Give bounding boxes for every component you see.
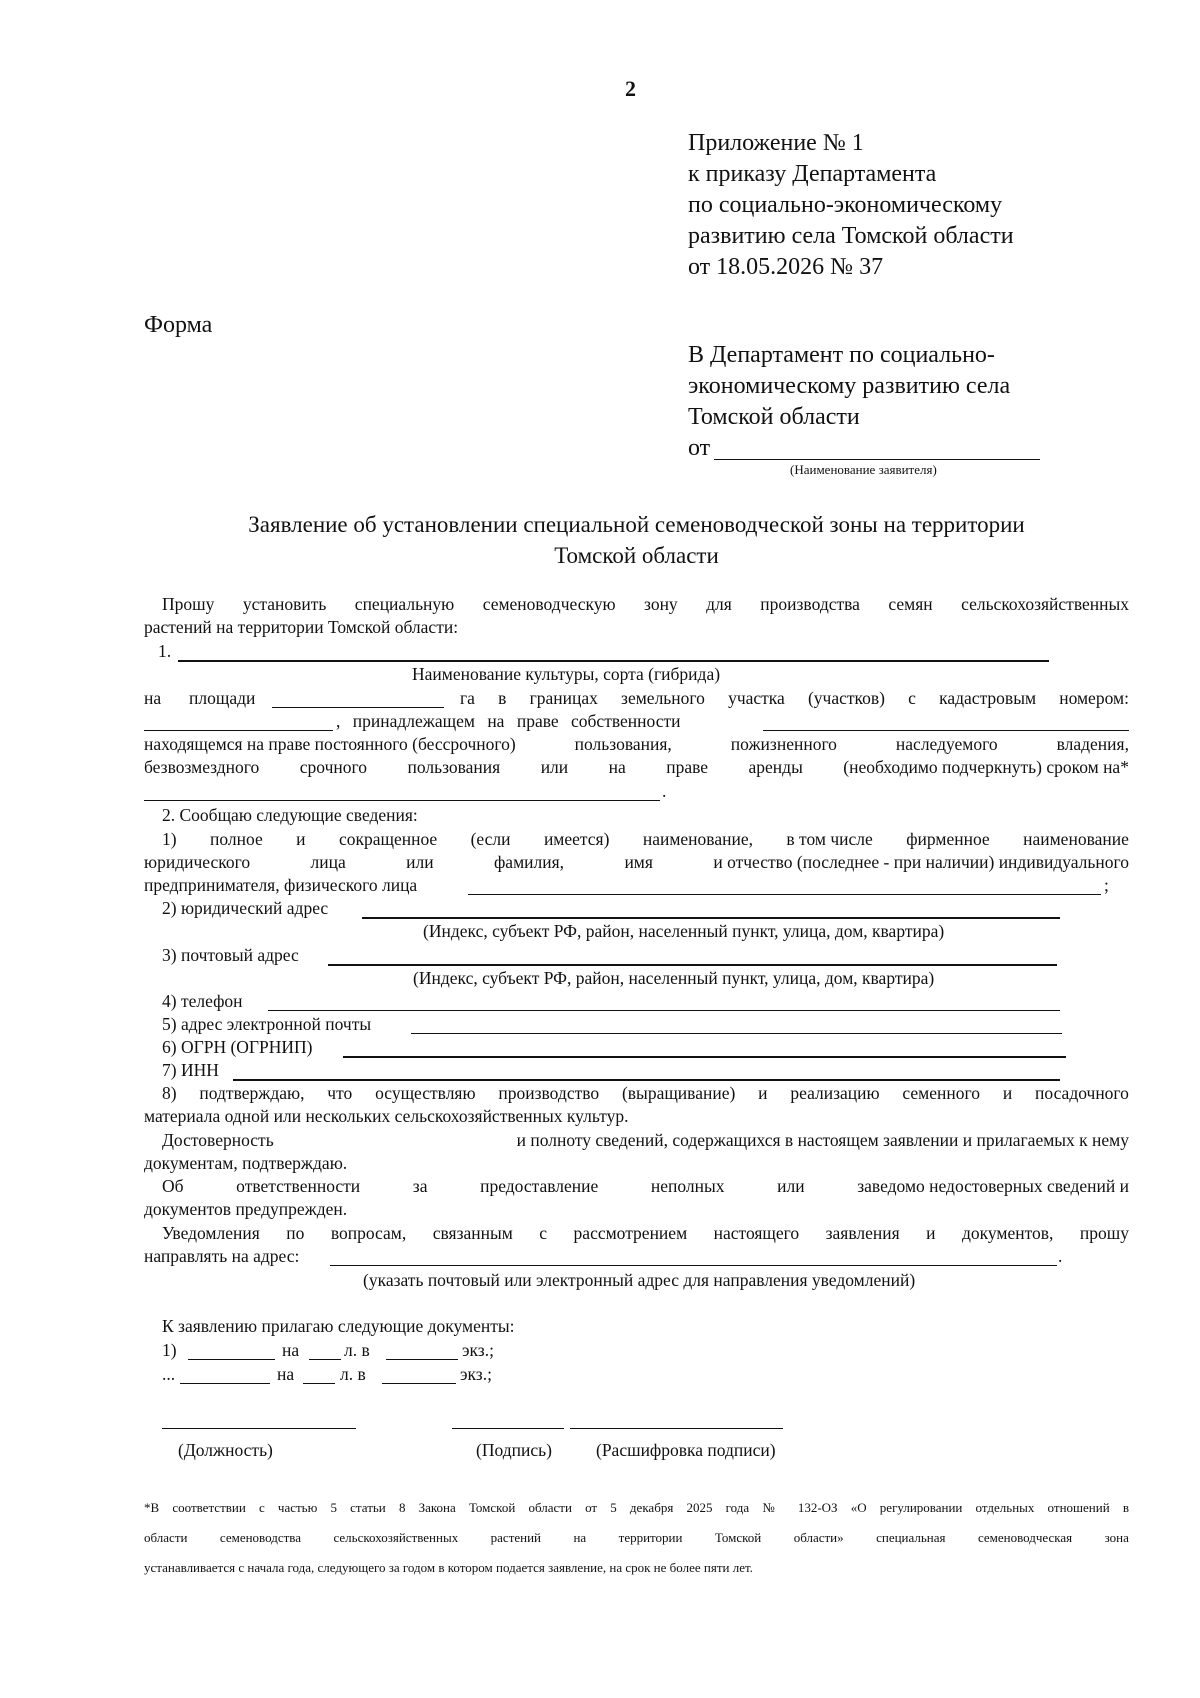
- footnote-line1: *В соответствии с частью 5 статьи 8 Закона Томской области от 5 декабря 2025 года № 132-ОЗ «О регулировании отдельных отношений в: [144, 1500, 1129, 1515]
- addressee-line: экономическому развитию села: [688, 373, 1011, 399]
- applicant-field-line[interactable]: [714, 459, 1040, 460]
- applicant-caption: (Наименование заявителя): [790, 462, 937, 477]
- form-label: Форма: [144, 312, 213, 338]
- appendix-block: [688, 128, 1014, 283]
- appendix-line: развитию села Томской области: [688, 223, 1014, 249]
- area-word: площади: [189, 688, 256, 708]
- decoding-caption: (Расшифровка подписи): [596, 1440, 776, 1460]
- title-line: Томской области: [554, 543, 719, 568]
- area-word: на: [144, 688, 162, 708]
- legal-address-field-line[interactable]: [362, 917, 1060, 919]
- area-rest: га в границах земельного участка (участков) с кадастровым номером:: [460, 688, 1129, 708]
- attachment-name-line[interactable]: [180, 1383, 270, 1384]
- attachments-title: К заявлению прилагаю следующие документы:: [162, 1316, 515, 1336]
- s2-8-line2: материала одной или нескольких сельскохозяйственных культур.: [144, 1106, 629, 1126]
- position-field-line[interactable]: [162, 1428, 356, 1429]
- title-line: Заявление об установлении специальной семеноводческой зоны на территории: [248, 512, 1025, 537]
- phone-field-line[interactable]: [268, 1010, 1060, 1011]
- period-end: .: [662, 781, 667, 801]
- p1-line1: Прошу установить специальную семеноводческую зону для производства семян сельскохозяйственных: [162, 594, 1129, 614]
- addressee-block: [688, 340, 1010, 433]
- page-number: 2: [625, 76, 636, 101]
- cadastral-field-line[interactable]: [144, 730, 333, 731]
- ogrn-field-line[interactable]: [343, 1056, 1066, 1058]
- s2-8-line1: 8) подтверждаю, что осуществляю производство (выращивание) и реализацию семенного и посадочного: [162, 1083, 1129, 1103]
- section2-title: 2. Сообщаю следующие сведения:: [162, 805, 418, 825]
- position-caption: (Должность): [178, 1440, 273, 1460]
- attachment-name-line[interactable]: [188, 1359, 275, 1360]
- ogrn-label: 6) ОГРН (ОГРНИП): [162, 1037, 313, 1057]
- attachment-sheets-label: л. в: [344, 1340, 370, 1360]
- tenure-line2: безвозмездного срочного пользования или на праве аренды (необходимо подчеркнуть) сроком на*: [144, 757, 1129, 777]
- item1-number: 1.: [158, 641, 172, 661]
- notice-caption: (указать почтовый или электронный адрес для направления уведомлений): [363, 1270, 916, 1290]
- attachment-copies-line[interactable]: [382, 1383, 456, 1384]
- email-field-line[interactable]: [411, 1033, 1062, 1034]
- notice-address-field-line[interactable]: [330, 1265, 1057, 1266]
- attachment-sheets-label: л. в: [340, 1364, 366, 1384]
- legal-address-caption: (Индекс, субъект РФ, район, населенный пункт, улица, дом, квартира): [423, 921, 945, 941]
- phone-label: 4) телефон: [162, 991, 243, 1011]
- s2-1-line1: 1) полное и сокращенное (если имеется) наименование, в том числе фирменное наименование: [162, 829, 1129, 849]
- inn-label: 7) ИНН: [162, 1060, 219, 1080]
- postal-address-field-line[interactable]: [328, 964, 1057, 966]
- s2-1-line2: юридического лица или фамилия, имя и отчество (последнее - при наличии) индивидуального: [144, 852, 1129, 872]
- attachment-on: на: [282, 1340, 300, 1360]
- p1-line2: растений на территории Томской области:: [144, 617, 459, 637]
- name-field-line[interactable]: [468, 894, 1101, 895]
- reliability-line2: документам, подтверждаю.: [144, 1153, 348, 1173]
- signature-field-line[interactable]: [452, 1428, 564, 1429]
- footnote-line3: устанавливается с начала года, следующего за годом в котором подается заявление, на срок не более пяти лет.: [144, 1560, 753, 1575]
- attachment-number: 1): [162, 1340, 177, 1360]
- attachment-copies-line[interactable]: [386, 1359, 458, 1360]
- email-label: 5) адрес электронной почты: [162, 1014, 372, 1034]
- addressee-line: В Департамент по социально-: [688, 342, 995, 368]
- attachment-copies-label: экз.;: [460, 1364, 492, 1384]
- term-field-line[interactable]: [144, 800, 660, 801]
- owner-field-line[interactable]: [763, 730, 1129, 731]
- attachment-number: ...: [162, 1364, 176, 1384]
- notice-line1: Уведомления по вопросам, связанным с рассмотрением настоящего заявления и документов, прошу: [162, 1223, 1129, 1243]
- responsibility-line1: Об ответственности за предоставление неполных или заведомо недостоверных сведений и: [162, 1176, 1129, 1196]
- semicolon: ;: [1104, 875, 1109, 895]
- appendix-line: Приложение № 1: [688, 130, 864, 156]
- attachment-copies-label: экз.;: [462, 1340, 494, 1360]
- from-label: от: [688, 435, 711, 461]
- crop-field-line[interactable]: [178, 660, 1049, 662]
- footnote-line2: области семеноводства сельскохозяйственных растений на территории Томской области» специальная семеноводческая зона: [144, 1530, 1129, 1545]
- appendix-line: к приказу Департамента: [688, 161, 937, 187]
- crop-caption: Наименование культуры, сорта (гибрида): [412, 664, 721, 684]
- inn-field-line[interactable]: [233, 1079, 1060, 1081]
- appendix-line: по социально-экономическому: [688, 192, 1003, 218]
- postal-address-caption: (Индекс, субъект РФ, район, населенный пункт, улица, дом, квартира): [413, 968, 935, 988]
- reliability-line1: Достоверность и полноту сведений, содержащихся в настоящем заявлении и прилагаемых к нему: [162, 1130, 1129, 1150]
- s2-1-line3: предпринимателя, физического лица: [144, 875, 418, 895]
- addressee-line: Томской области: [688, 404, 860, 430]
- responsibility-line2: документов предупрежден.: [144, 1199, 348, 1219]
- decoding-field-line[interactable]: [570, 1428, 783, 1429]
- signature-caption: (Подпись): [476, 1440, 552, 1460]
- postal-address-label: 3) почтовый адрес: [162, 945, 299, 965]
- document-title: [144, 509, 1129, 571]
- tenure-line1: находящемся на праве постоянного (бессрочного) пользования, пожизненного наследуемого владения,: [144, 734, 1129, 754]
- attachment-sheets-line[interactable]: [303, 1383, 335, 1384]
- notice-end: .: [1058, 1246, 1063, 1266]
- notice-line2: направлять на адрес:: [144, 1246, 300, 1266]
- attachment-sheets-line[interactable]: [309, 1359, 341, 1360]
- appendix-line: от 18.05.2026 № 37: [688, 254, 884, 280]
- legal-address-label: 2) юридический адрес: [162, 898, 329, 918]
- attachment-on: на: [277, 1364, 295, 1384]
- area-field-line[interactable]: [272, 707, 444, 708]
- owned-text: , принадлежащем на праве собственности: [336, 711, 681, 731]
